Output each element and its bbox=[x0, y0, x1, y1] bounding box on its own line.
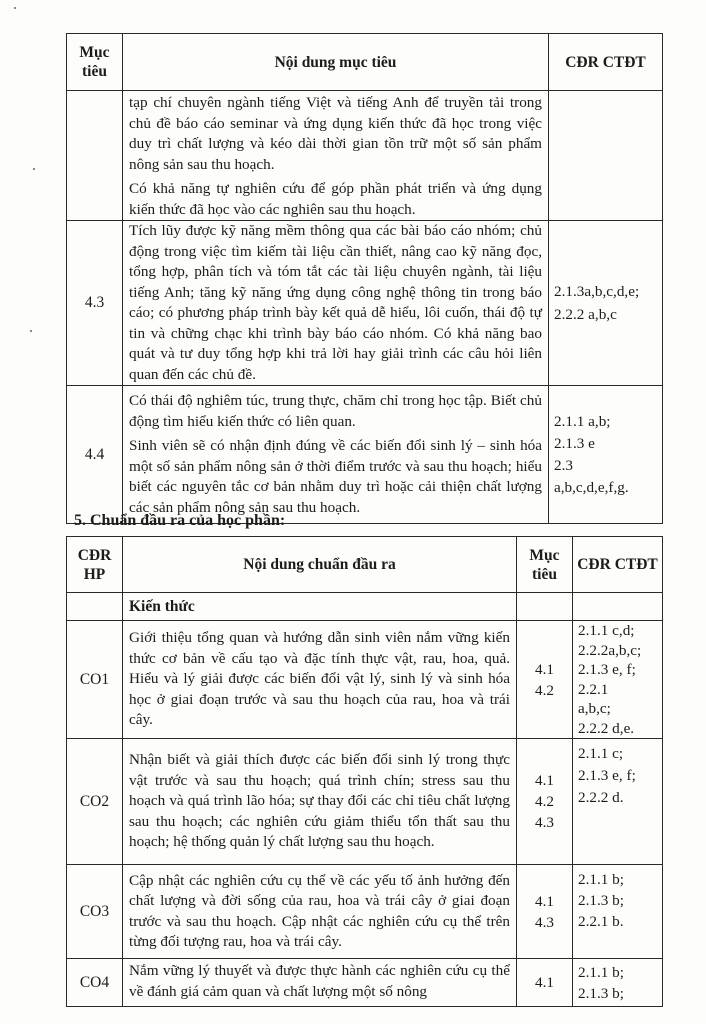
outcome-code: CO1 bbox=[67, 621, 123, 739]
group-empty-cell bbox=[67, 593, 123, 621]
outcome-content: Nhận biết và giải thích được các biến đổi sinh lý trong thực vật trước và sau thu hoạch; quá trình chín; stress sau thu hoạch và quá trình lão hóa; sự thay đổi các chỉ tiêu chất lượng sau thu hoạch; các nghiên cứu giảm thiểu tổn thất sau thu hoạch; hệ thống quản lý chất lượng sau thu hoạch. bbox=[123, 739, 517, 865]
outcome-code: CO3 bbox=[67, 865, 123, 959]
goal-cell: 4.3 bbox=[67, 221, 123, 386]
table-row bbox=[67, 621, 663, 739]
outcome-content: Giới thiệu tổng quan và hướng dẫn sinh viên nắm vững kiến thức cơ bản về cấu tạo và đặc tính thực vật, rau, hoa, quả. Hiểu và lý giải được các biến đổi vật lý, sinh lý và sinh hóa học ở giai đoạn trước và sau thu hoạch của rau, hoa và trái cây. bbox=[123, 621, 517, 739]
header-muc-tieu: Mục tiêu bbox=[67, 34, 123, 91]
goal-cell: 4.4 bbox=[67, 386, 123, 524]
group-empty-cell bbox=[517, 593, 573, 621]
cdr-item: a,b,c; bbox=[578, 700, 611, 717]
cdr-item: 2.2.2 d,e. bbox=[578, 719, 635, 737]
cdr-item: 2.1.1 c,d; bbox=[578, 622, 635, 639]
cdr-item: 2.1.3 b; bbox=[578, 892, 624, 909]
outcome-goals bbox=[517, 739, 573, 865]
cdr-item: 2.2.1 b. bbox=[578, 913, 624, 930]
goal-item: 4.2 bbox=[535, 681, 554, 699]
content-paragraph: Có khả năng tự nghiên cứu để góp phần phát triển và ứng dụng kiến thức đã học vào các nghiên sau thu hoạch. bbox=[129, 180, 542, 218]
content-cell bbox=[123, 386, 549, 524]
content-paragraph: tạp chí chuyên ngành tiếng Việt và tiếng Anh để truyền tải trong chủ đề báo cáo seminar và ứng dụng kiến thức đã học trong việc duy trì chất lượng và kéo dài thời gian tồn trữ một số sản phẩm nông sản sau thu hoạch. bbox=[129, 94, 542, 173]
content-paragraph: Có thái độ nghiêm túc, trung thực, chăm chỉ trong học tập. Biết chủ động tìm hiểu kiến thức có liên quan. bbox=[129, 392, 542, 430]
scan-speck bbox=[33, 168, 35, 170]
table-header-row bbox=[67, 34, 663, 91]
outcome-content: Cập nhật các nghiên cứu cụ thể về các yếu tố ảnh hưởng đến chất lượng và đời sống của rau, hoa và trái cây ở giai đoạn trước và sau thu hoạch. Cập nhật các nghiên cứu cụ thể trên từng đối tượng rau, hoa và trái cây. bbox=[123, 865, 517, 959]
cdr-item: 2.1.3 e bbox=[554, 434, 595, 452]
outcome-cdr bbox=[573, 739, 663, 865]
outcome-cdr bbox=[573, 959, 663, 1007]
table-row bbox=[67, 91, 663, 221]
outcomes-table bbox=[66, 536, 663, 1007]
content-paragraph: Sinh viên sẽ có nhận định đúng về các biến đổi sinh lý – sinh hóa một số sản phẩm nông sản ở thời điểm trước và sau thu hoạch; hiểu biết các nguyên tắc cơ bản nhằm duy trì hoặc cải thiện chất lượng các sản phẩm nông sản sau thu hoạch. bbox=[129, 437, 542, 516]
cdr-item: 2.1.3 e, f; bbox=[578, 661, 636, 678]
table-row bbox=[67, 865, 663, 959]
objectives-table bbox=[66, 33, 663, 524]
outcome-cdr bbox=[573, 621, 663, 739]
goal-item: 4.1 bbox=[535, 660, 554, 678]
group-empty-cell bbox=[573, 593, 663, 621]
header-cdr-ctdt: CĐR CTĐT bbox=[573, 537, 663, 593]
cdr-item: 2.2.2a,b,c; bbox=[578, 641, 642, 659]
table-row bbox=[67, 386, 663, 524]
cdr-cell bbox=[549, 221, 663, 386]
cdr-item: a,b,c,d,e,f,g. bbox=[554, 478, 629, 496]
scan-speck bbox=[30, 330, 32, 332]
cdr-cell bbox=[549, 91, 663, 221]
goal-item: 4.1 bbox=[535, 892, 554, 910]
goal-item: 4.3 bbox=[535, 913, 554, 931]
table-row bbox=[67, 739, 663, 865]
goal-item: 4.1 bbox=[535, 974, 554, 991]
cdr-item: 2.1.3 e, f; bbox=[578, 767, 636, 784]
group-row bbox=[67, 593, 663, 621]
table-row bbox=[67, 221, 663, 386]
content-cell bbox=[123, 91, 549, 221]
header-noi-dung-chuan-dau-ra: Nội dung chuẩn đầu ra bbox=[123, 537, 517, 593]
cdr-item: 2.2.1 bbox=[578, 680, 609, 698]
cdr-item: 2.2.2 d. bbox=[578, 789, 624, 806]
section-title: 5. Chuẩn đầu ra của học phần: bbox=[74, 512, 286, 529]
scan-speck bbox=[14, 7, 16, 9]
outcome-cdr bbox=[573, 865, 663, 959]
header-cdr-hp: CĐR HP bbox=[67, 537, 123, 593]
header-muc-tieu: Mục tiêu bbox=[517, 537, 573, 593]
header-noi-dung-muc-tieu: Nội dung mục tiêu bbox=[123, 34, 549, 91]
outcome-code: CO2 bbox=[67, 739, 123, 865]
cdr-item: 2.2.2 a,b,c bbox=[554, 306, 617, 323]
header-cdr-ctdt: CĐR CTĐT bbox=[549, 34, 663, 91]
cdr-cell bbox=[549, 386, 663, 524]
content-paragraph: Tích lũy được kỹ năng mềm thông qua các bài báo cáo nhóm; chủ động trong việc tìm kiếm tài liệu cần thiết, nâng cao kỹ năng đọc, tổng hợp, phân tích và tóm tắt các tài liệu chuyên ngành, tài liệu tiếng Anh; tăng kỹ năng ứng dụng công nghệ thông tin trong báo cáo; có phương pháp trình bày kết quả dễ hiểu, lôi cuốn, thái độ tự tin và chững chạc khi trình bày báo cáo nhóm. Có khả năng bao quát và tư duy tổng hợp khi trả lời hay giải trình các câu hỏi liên quan đến các chủ đề. bbox=[129, 222, 542, 383]
cdr-item: 2.1.1 a,b; bbox=[554, 412, 611, 430]
outcome-goals bbox=[517, 621, 573, 739]
content-cell bbox=[123, 221, 549, 386]
outcome-goals bbox=[517, 865, 573, 959]
cdr-item: 2.1.1 c; bbox=[578, 745, 624, 762]
goal-item: 4.2 bbox=[535, 793, 554, 810]
table-header-row bbox=[67, 537, 663, 593]
outcome-code: CO4 bbox=[67, 959, 123, 1007]
goal-cell bbox=[67, 91, 123, 221]
group-label: Kiến thức bbox=[123, 593, 517, 621]
cdr-item: 2.3 bbox=[554, 456, 573, 474]
outcome-goals bbox=[517, 959, 573, 1007]
cdr-item: 2.1.1 b; bbox=[578, 964, 624, 981]
cdr-item: 2.1.3a,b,c,d,e; bbox=[554, 283, 640, 300]
goal-item: 4.3 bbox=[535, 814, 554, 831]
outcome-content: Nắm vững lý thuyết và được thực hành các nghiên cứu cụ thể về đánh giá cảm quan và chất lượng một số nông bbox=[123, 959, 517, 1007]
cdr-item: 2.1.1 b; bbox=[578, 871, 624, 888]
goal-item: 4.1 bbox=[535, 772, 554, 789]
table-row bbox=[67, 959, 663, 1007]
cdr-item: 2.1.3 b; bbox=[578, 985, 624, 1002]
